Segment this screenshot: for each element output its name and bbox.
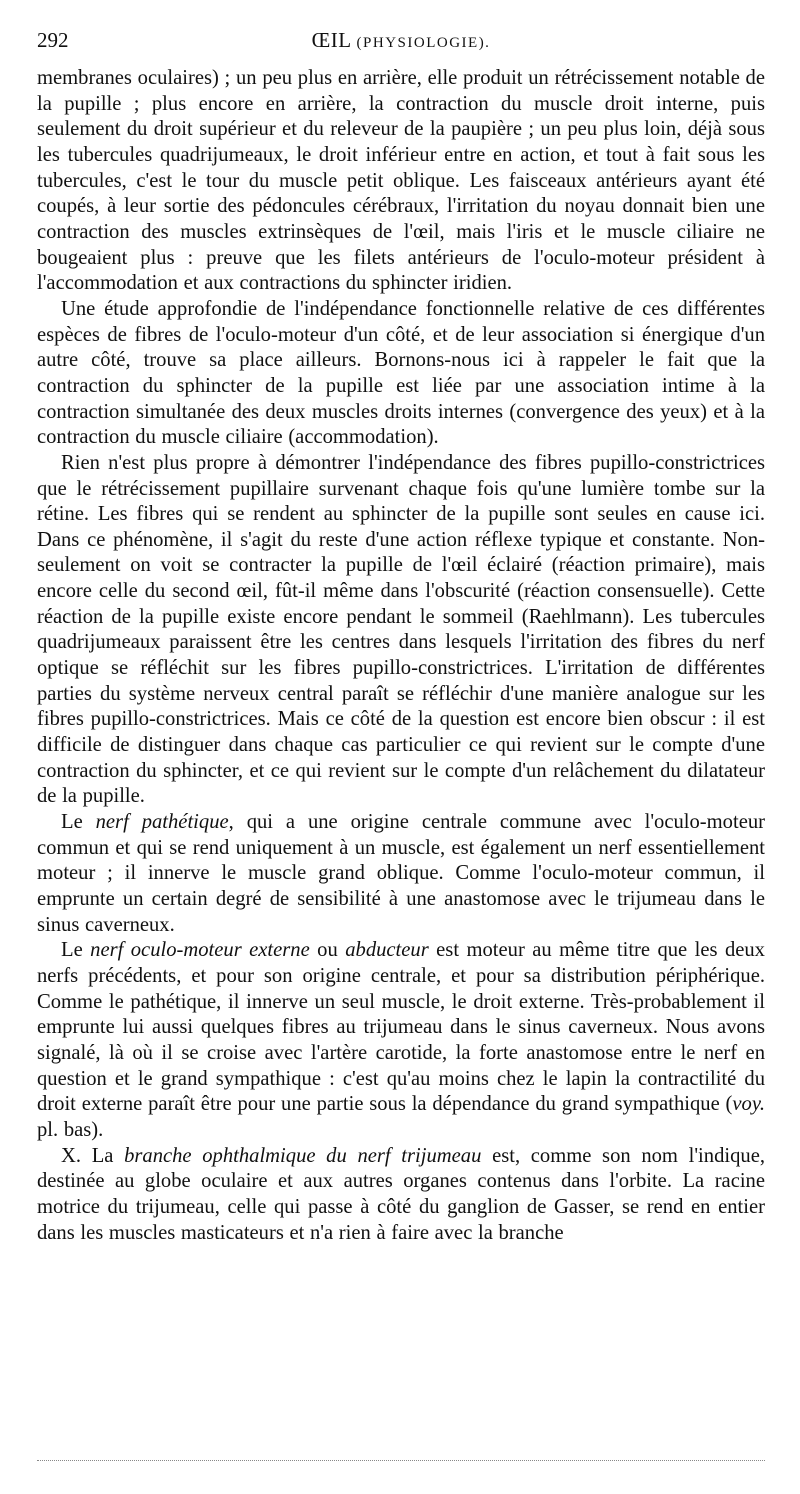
page-header: [37, 28, 765, 58]
text-run: , qui a une origine centrale commune avec l'oculo-moteur commun et qui se rend uniquement à un muscle, est également un nerf essentiellement moteur ; il innerve le muscle grand oblique. Comme l'oculo-moteur commun, il emprunte un certain degré de sensibilité à une anastomose avec le trijumeau dans le sinus caverneux.: [37, 811, 765, 936]
text-run: Le: [61, 811, 96, 834]
body-text: [37, 66, 765, 1246]
document-page: [37, 28, 765, 1246]
footer-rule: [37, 1460, 765, 1461]
text-run: membranes oculaires) ; un peu plus en arrière, elle produit un rétrécissement notable de la pupille ; plus encore en arrière, la contraction du muscle droit interne, puis seulement du droit supérieur et du releveur de la paupière ; un peu plus loin, déjà sous les tubercules quadrijumeaux, le droit inférieur entre en action, et tout à fait sous les tubercules, c'est le tour du muscle petit oblique. Les faisceaux antérieurs ayant été coupés, à leur sortie des pédoncules cérébraux, l'irritation du noyau donnait bien une contraction des muscles extrinsèques de l'œil, mais l'iris et le muscle ciliaire ne bougeaient plus : preuve que les filets antérieurs de l'oculo-moteur président à l'accommodation et aux contractions du sphincter iridien.: [37, 67, 765, 295]
italic-term: abducteur: [345, 939, 429, 962]
running-title-subtitle: (PHYSIOLOGIE).: [356, 35, 491, 51]
text-run: est moteur au même titre que les deux nerfs précédents, et pour son origine centrale, et pour sa distribution périphérique. Comme le pathétique, il innerve un seul muscle, le droit externe. Très-probablement il emprunte lui aussi quelques fibres au trijumeau dans le sinus caverneux. Nous avons signalé, là où il se croise avec l'artère carotide, la forte anastomose entre le nerf en question et le grand sympathique : c'est qu'au moins chez le lapin la contractilité du droit externe paraît être pour une partie sous la dépendance du grand sympathique (: [37, 939, 765, 1116]
paragraph: [37, 66, 765, 297]
text-run: ou: [309, 939, 346, 962]
page-number: 292: [37, 28, 69, 52]
running-title-main: ŒIL: [311, 28, 351, 52]
italic-term: voy.: [732, 1093, 765, 1116]
paragraph: [37, 810, 765, 938]
paragraph: [37, 938, 765, 1143]
text-run: Une étude approfondie de l'indépendance fonctionnelle relative de ces différentes espèces de fibres de l'oculo-moteur d'un côté, et de leur association si énergique d'un autre côté, trouve sa place ailleurs. Bornons-nous ici à rappeler le fait que la contraction du sphincter de la pupille est liée par une association intime à la contraction simultanée des deux muscles droits internes (convergence des yeux) et à la contraction du muscle ciliaire (accommodation).: [37, 297, 765, 449]
text-run: X. La: [61, 1144, 125, 1167]
text-run: Rien n'est plus propre à démontrer l'indépendance des fibres pupillo-constrictrices que le rétrécissement pupillaire survenant chaque fois qu'une lumière tombe sur la rétine. Les fibres qui se rendent au sphincter de la pupille sont seules en cause ici. Dans ce phénomène, il s'agit du reste d'une action réflexe typique et constante. Non-seulement on voit se contracter la pupille de l'œil éclairé (réaction primaire), mais encore celle du second œil, fût-il même dans l'obscurité (réaction consensuelle). Cette réaction de la pupille existe encore pendant le sommeil (Raehlmann). Les tubercules quadrijumeaux paraissent être les centres dans lesquels l'irritation des fibres du nerf optique se réfléchit sur les fibres pupillo-constrictrices. L'irritation de différentes parties du système nerveux central paraît se réfléchir d'une manière analogue sur les fibres pupillo-constrictrices. Mais ce côté de la question est encore bien obscur : il est difficile de distinguer dans chaque cas particulier ce qui revient sur le compte d'une contraction du sphincter, et ce qui revient sur le compte d'un relâchement du dilatateur de la pupille.: [37, 451, 765, 808]
italic-term: nerf pathétique: [95, 811, 229, 834]
text-run: Le: [61, 939, 91, 962]
italic-term: branche ophthalmique du nerf trijumeau: [124, 1144, 482, 1167]
paragraph: [37, 297, 765, 451]
italic-term: nerf oculo-moteur externe: [90, 939, 310, 962]
running-title: [37, 28, 765, 53]
text-run: pl. bas).: [37, 1118, 104, 1141]
paragraph: [37, 451, 765, 810]
paragraph: [37, 1144, 765, 1247]
text-run: est, comme son nom l'indique, destinée au globe oculaire et aux autres organes contenus dans l'orbite. La racine motrice du trijumeau, celle qui passe à côté du ganglion de Gasser, se rend en entier dans les muscles masticateurs et n'a rien à faire avec la branche: [37, 1144, 765, 1244]
